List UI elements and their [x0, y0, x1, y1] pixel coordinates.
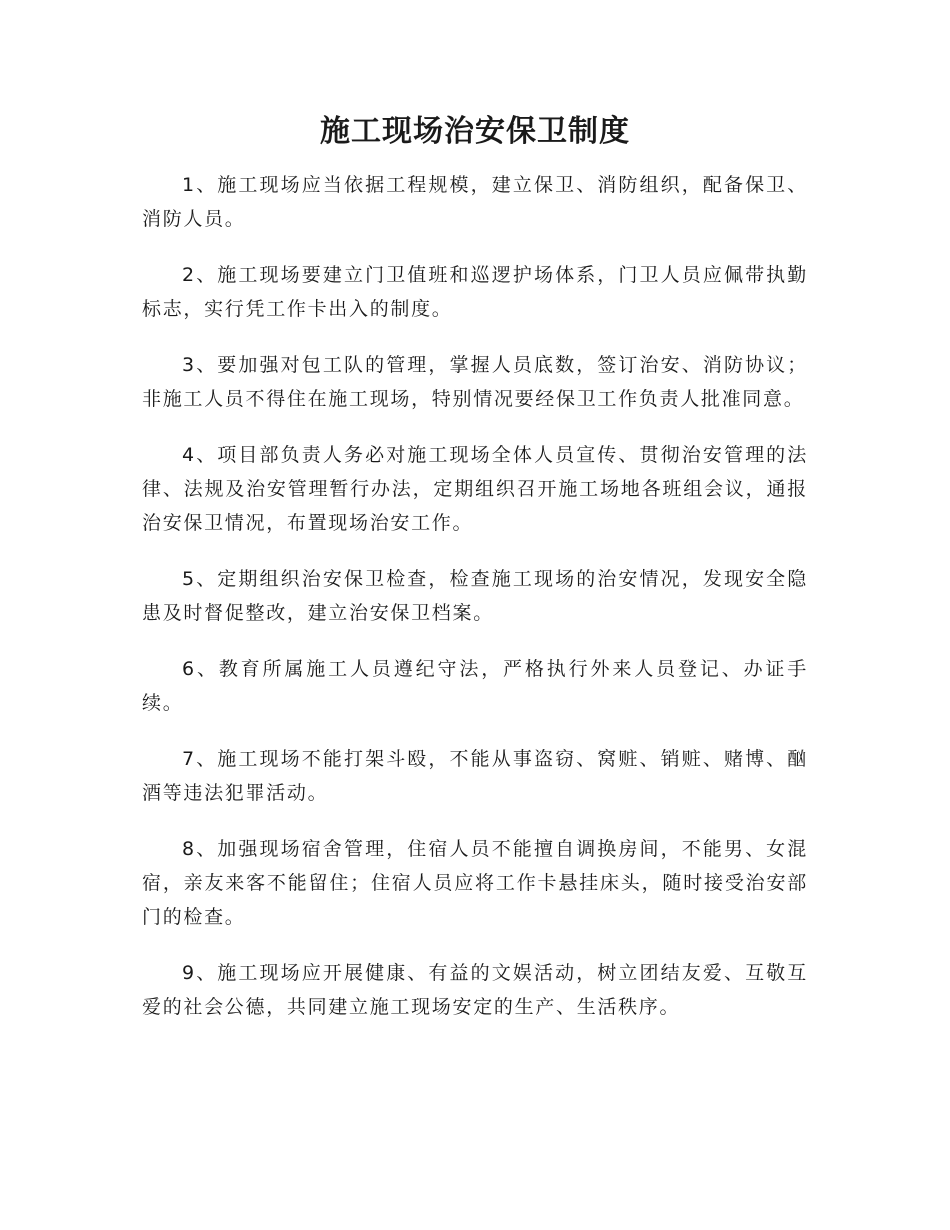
- clause-9: 9、施工现场应开展健康、有益的文娱活动，树立团结友爱、互敬互爱的社会公德，共同建立施工现场安定的生产、生活秩序。: [142, 962, 808, 1018]
- clause-7: 7、施工现场不能打架斗殴，不能从事盗窃、窝赃、销赃、赌博、酗酒等违法犯罪活动。: [142, 748, 808, 804]
- clause-3: 3、要加强对包工队的管理，掌握人员底数，签订治安、消防协议；非施工人员不得住在施工现场，特别情况要经保卫工作负责人批准同意。: [142, 354, 808, 410]
- clause-1: 1、施工现场应当依据工程规模，建立保卫、消防组织，配备保卫、消防人员。: [142, 174, 808, 230]
- document-body: [142, 168, 808, 1046]
- clause-2: 2、施工现场要建立门卫值班和巡逻护场体系，门卫人员应佩带执勤标志，实行凭工作卡出入的制度。: [142, 264, 808, 320]
- clause-8: 8、加强现场宿舍管理，住宿人员不能擅自调换房间，不能男、女混宿，亲友来客不能留住；住宿人员应将工作卡悬挂床头，随时接受治安部门的检查。: [142, 838, 808, 928]
- clause-5: 5、定期组织治安保卫检查，检查施工现场的治安情况，发现安全隐患及时督促整改，建立治安保卫档案。: [142, 568, 808, 624]
- document-title: 施工现场治安保卫制度: [320, 114, 630, 149]
- clause-6: 6、教育所属施工人员遵纪守法，严格执行外来人员登记、办证手续。: [142, 658, 808, 714]
- clause-4: 4、项目部负责人务必对施工现场全体人员宣传、贯彻治安管理的法律、法规及治安管理暂行办法，定期组织召开施工场地各班组会议，通报治安保卫情况，布置现场治安工作。: [142, 444, 808, 534]
